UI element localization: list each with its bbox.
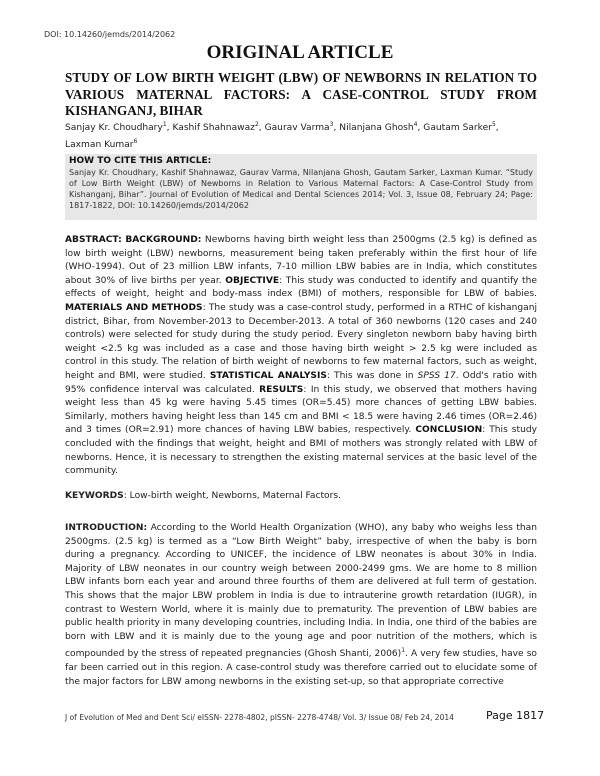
author-list: Sanjay Kr. Choudhary$^1$, Kashif Shahnawaz$^2$, Gaurav Varma$^3$, Nilanjana Ghosh$^4$, Gautam Sarker$^5$, Laxman Kumar$^6$ (65, 121, 499, 150)
reference-mark: 1 (401, 647, 406, 655)
citation-box (65, 154, 537, 220)
spss-version: SPSS 17 (417, 370, 456, 381)
author-name: Kashif Shahnawaz (172, 123, 255, 133)
statistical-analysis-text-cont: . Odd's ratio with 95% confidence interval was calculated. (65, 370, 537, 395)
objective-label: OBJECTIVE (225, 275, 280, 286)
journal-footer: J of Evolution of Med and Dent Sci/ eISSN- 2278-4802, pISSN- 2278-4748/ Vol. 3/ Issue 08/ Feb 24, 2014 (65, 713, 454, 722)
abstract-label: ABSTRACT: (65, 235, 122, 245)
background-text: Newborns having birth weight less than 2500gms (2.5 kg) is defined as low birth weight (LBW) newborns, measurement being taken preferably within the first hour of life (WHO-1994). Out of 23 million LBW infants, 7-10 million LBW babies are in India, which constitutes about 30% of live births per year. (65, 235, 537, 286)
introduction-text: According to the World Health Organization (WHO), any baby who weighs less than 2500gms. (2.5 kg) is termed as a “Low Birth Weight” baby, irrespective of when the baby is born during a pregnancy. According to UNICEF, the incidence of LBW neonates is about 30% in India. Majority of LBW neonates in our country weigh between 2000-2499 gms. We are home to 8 million LBW infants born each year and around three fourths of them are delivered at full term of gestation. This shows that the major LBW problem in India is due to intrauterine growth retardation (IUGR), in contrast to Western World, where it is mainly due to prematurity. The prevention of LBW babies are public health priority in many developing countries, including India. In India, one third of the babies are born with LBW and it is mainly due to the young age and poor nutrition of the mothers, which is compounded by the stress of repeated pregnancies (Ghosh Shanti, 2006) (65, 523, 537, 660)
author-name: Gautam Sarker (423, 123, 492, 133)
keywords-text: : Low-birth weight, Newborns, Maternal Factors. (123, 491, 341, 501)
methods-text: : The study was a case-control study, performed in a RTHC of kishanganj district, Bihar, from November-2013 to December-2013. A total of 360 newborns (120 cases and 240 controls) were selected for study during the study period. Every singleton newborn baby having birth weight <2.5 kg was included as a case and those having birth weight > 2.5 kg were included as control in this study. The relation of birth weight of newborns to few maternal factors, such as weight, height and BMI, were studied. (65, 302, 537, 381)
author-name: Sanjay Kr. Choudhary (65, 123, 163, 133)
introduction-label: INTRODUCTION: (65, 523, 148, 533)
article-title: STUDY OF LOW BIRTH WEIGHT (LBW) OF NEWBORNS IN RELATION TO VARIOUS MATERNAL FACTORS: A CASE-CONTROL STUDY FROM KISHANGANJ, BIHAR (65, 70, 537, 118)
citation-text: Sanjay Kr. Choudhary, Kashif Shahnawaz, Gaurav Varma, Nilanjana Ghosh, Gautam Sarker, Laxman Kumar. “Study of Low Birth Weight (LBW) of Newborns in Relation to Various Maternal Factors: A Case-Control Study from Kishanganj, Bihar”. Journal of Evolution of Medical and Dental Sciences 2014; Vol. 3, Issue 08, February 24; Page: 1817-1822, DOI: 10.14260/jemds/2014/2062 (69, 168, 533, 210)
author-name: Nilanjana Ghosh (339, 123, 414, 133)
keywords-line (65, 490, 537, 504)
objective-text: : This study was conducted to identify and quantify the effects of weight, height and body-mass index (BMI) of mothers, responsible for LBW of babies. (65, 275, 537, 300)
methods-label: MATERIALS AND METHODS (65, 302, 203, 313)
doi-line: DOI: 10.14260/jemds/2014/2062 (44, 30, 176, 39)
results-label: RESULTS (259, 384, 304, 395)
statistical-analysis-text: : This was done in (326, 370, 418, 381)
abstract-paragraph (65, 234, 537, 479)
conclusion-text: : This study concluded with the findings that weight, height and BMI of mothers was strongly related with LBW of newborns. Hence, it is necessary to strengthen the existing maternal services at the basic level of the community. (65, 425, 537, 477)
author-affiliation-mark: 2 (254, 121, 259, 128)
author-affiliation-mark: 1 (162, 121, 167, 128)
conclusion-label: CONCLUSION (415, 425, 483, 436)
page-number: Page 1817 (486, 709, 545, 722)
statistical-analysis-label: STATISTICAL ANALYSIS (209, 370, 327, 381)
introduction-text-cont: . A very few studies, have so far been carried out in this region. A case-control study was therefore carried out to elucidate some of the major factors for LBW among newborns in the existing set-up, so that appropriate corrective (65, 649, 537, 687)
author-name: Laxman Kumar (65, 140, 134, 150)
author-affiliation-mark: 4 (413, 121, 418, 128)
introduction-paragraph (65, 522, 537, 689)
citation-heading: HOW TO CITE THIS ARTICLE: (69, 156, 212, 166)
author-affiliation-mark: 6 (133, 138, 138, 145)
background-label: BACKGROUND: (125, 235, 202, 245)
keywords-label: KEYWORDS (65, 491, 124, 501)
results-text: : In this study, we observed that mothers having weight less than 45 kg were having 5.45 times (OR=5.45) more chances of getting LBW babies. Similarly, mothers having height less than 145 cm and BMI < 18.5 were having 2.46 times (OR=2.46) and 3 times (OR=2.91) more chances of having LBW babies, respectively. (65, 384, 537, 436)
article-type-heading: ORIGINAL ARTICLE (206, 42, 394, 63)
author-name: Gaurav Varma (264, 123, 330, 133)
author-affiliation-mark: 5 (491, 121, 496, 128)
author-affiliation-mark: 3 (329, 121, 334, 128)
